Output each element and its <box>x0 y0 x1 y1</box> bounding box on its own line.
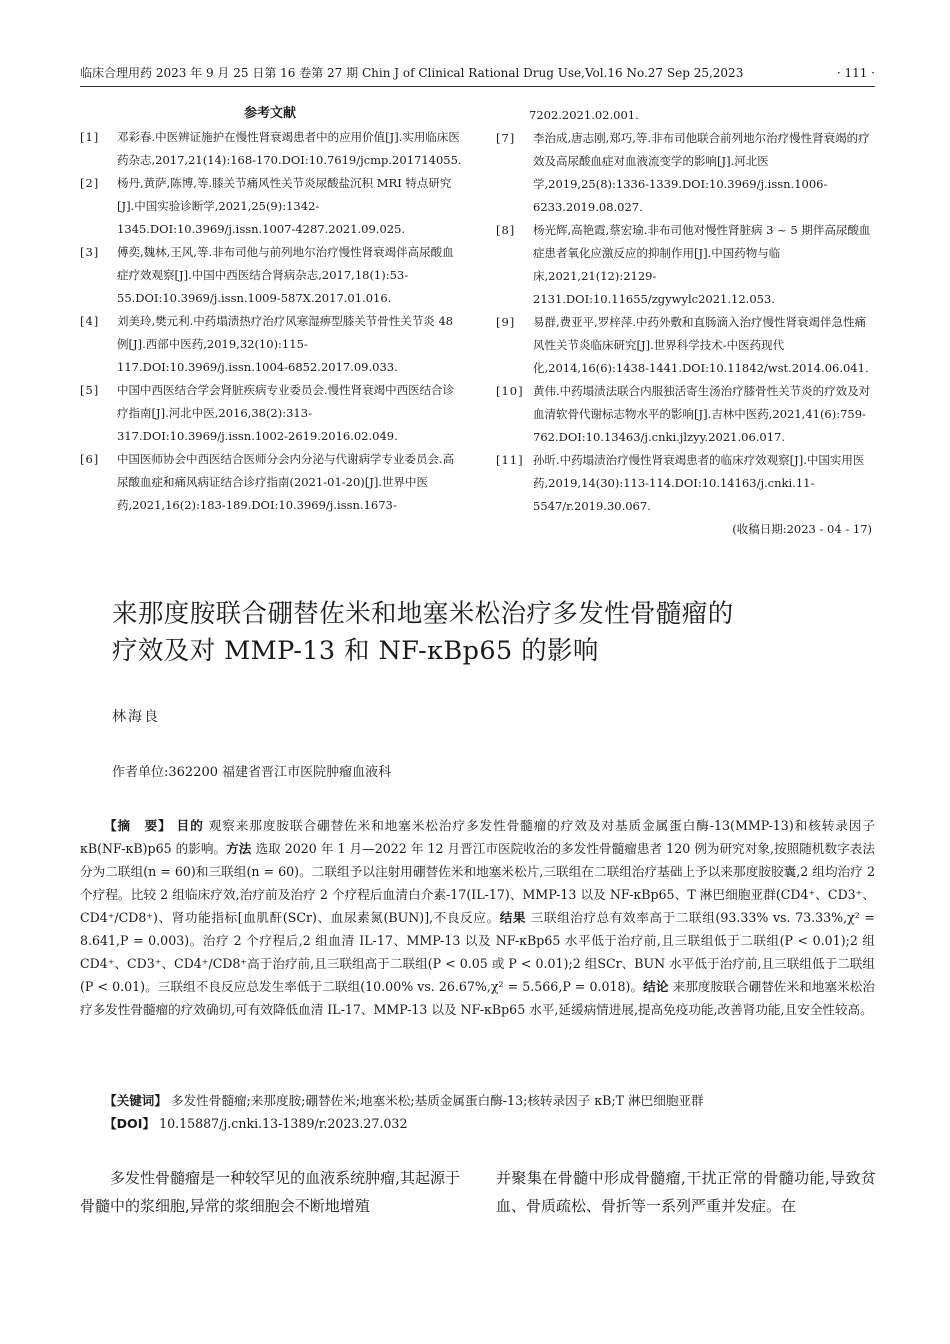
references-heading: 参考文献 <box>243 106 296 121</box>
reference-text: 傅奕,魏林,王风,等.非布司他与前列地尔治疗慢性肾衰竭伴高尿酸血症疗效观察[J].中国中西医结合肾病杂志,2017,18(1):53-55.DOI:10.3969/j.issn.1009-587X.2017.01.016. <box>117 245 454 305</box>
abstract-label: 【摘 要】 <box>104 818 172 833</box>
reference-text: 孙昕.中药塌渍治疗慢性肾衰竭患者的临床疗效观察[J].中国实用医药,2019,14(30):113-114.DOI:10.14163/j.cnki.11-5547/r.2019.30.067. <box>533 453 865 513</box>
reference-text: 杨光辉,高艳霞,蔡宏瑜.非布司他对慢性肾脏病 3 ~ 5 期伴高尿酸血症患者氧化应激反应的抑制作用[J].中国药物与临床,2021,21(12):2129-2131.DOI:10.11655/zgywylc2021.12.053. <box>533 223 871 306</box>
reference-item <box>496 311 876 380</box>
keywords-label: 【关键词】 <box>104 1093 167 1108</box>
reference-number: [8] <box>496 223 516 237</box>
reference-number: [2] <box>80 176 100 190</box>
reference-number: [1] <box>80 130 100 144</box>
reference-item <box>496 380 876 449</box>
reference-item <box>80 448 464 517</box>
reference-text: 杨丹,黄萨,陈博,等.膝关节痛风性关节炎尿酸盐沉积 MRI 特点研究[J].中国实验诊断学,2021,25(9):1342-1345.DOI:10.3969/j.issn.1007-4287.2021.09.025. <box>117 176 452 236</box>
author-name: 林海良 <box>112 709 160 725</box>
body-paragraph: 多发性骨髓瘤是一种较罕见的血液系统肿瘤,其起源于骨髓中的浆细胞,异常的浆细胞会不断地增殖 <box>80 1169 460 1215</box>
reference-text: 黄伟.中药塌渍法联合内服独活寄生汤治疗膝骨性关节炎的疗效及对血清软骨代谢标志物水平的影响[J].吉林中医药,2021,41(6):759-762.DOI:10.13463/j.cnki.jlzyy.2021.06.017. <box>533 384 871 444</box>
article-title <box>112 596 872 670</box>
keywords-text: 多发性骨髓瘤;来那度胺;硼替佐米;地塞米松;基质金属蛋白酶-13;核转录因子 κB;T 淋巴细胞亚群 <box>170 1093 704 1108</box>
reference-text: 刘美玲,樊元利.中药塌渍热疗治疗风寒湿痹型膝关节骨性关节炎 48 例[J].西部中医药,2019,32(10):115-117.DOI:10.3969/j.issn.1004-6852.2017.09.033. <box>117 314 454 374</box>
page-number: · 111 · <box>836 66 875 80</box>
purpose-label: 目的 <box>176 818 204 833</box>
running-header <box>80 63 875 83</box>
reference-text: 中国医师协会中西医结合医师分会内分泌与代谢病学专业委员会.高尿酸血症和痛风病证结合诊疗指南(2021-01-20)[J].世界中医药,2021,16(2):183-189.DOI:10.3969/j.issn.1673- <box>117 452 455 512</box>
methods-label: 方法 <box>226 841 252 856</box>
reference-text: 中国中西医结合学会肾脏疾病专业委员会.慢性肾衰竭中西医结合诊疗指南[J].河北中医,2016,38(2):313-317.DOI:10.3969/j.issn.1002-2619.2016.02.049. <box>117 383 455 443</box>
results-text: 三联组治疗总有效率高于二联组(93.33% vs. 73.33%,χ² = 8.641,P = 0.003)。治疗 2 个疗程后,2 组血清 IL-17、MMP-13 以及 NF-κBp65 水平低于治疗前,且三联组低于二联组(P < 0.01);2 组 CD4⁺、CD3⁺、CD4⁺/CD8⁺高于治疗前,且三联组高于二联组(P < 0.05 或 P < 0.01);2 组SCr、BUN 水平低于治疗前,且三联组低于二联组(P < 0.01)。三联组不良反应总发生率低于二联组(10.00% vs. 26.67%,χ² = 5.566,P = 0.018)。 <box>80 910 875 994</box>
reference-item <box>496 449 876 518</box>
reference-text: 李治成,唐志刚,郑巧,等.非布司他联合前列地尔治疗慢性肾衰竭的疗效及高尿酸血症对血液流变学的影响[J].河北医学,2019,25(8):1336-1339.DOI:10.3969/j.issn.1006-6233.2019.08.027. <box>533 131 870 214</box>
reference-text: 易群,费亚平,罗梓萍.中药外敷和直肠滴入治疗慢性肾衰竭伴急性痛风性关节炎临床研究[J].世界科学技术-中医药现代化,2014,16(6):1438-1441.DOI:10.11842/wst.2014.06.041. <box>533 315 869 375</box>
reference-number: [5] <box>80 383 100 397</box>
reference-number: [9] <box>496 315 516 329</box>
conclusion-text: 来那度胺联合硼替佐米和地塞米松治疗多发性骨髓瘤的疗效确切,可有效降低血清 IL-17、MMP-13 以及 NF-κBp65 水平,延缓病情进展,提高免疫功能,改善肾功能,且安全性较高。 <box>80 979 875 1017</box>
reference-item <box>496 127 876 219</box>
keywords <box>104 1090 704 1112</box>
doi-label: 【DOI】 <box>104 1116 156 1131</box>
author-affiliation: 作者单位:362200 福建省晋江市医院肿瘤血液科 <box>112 765 392 780</box>
header-rule <box>80 86 875 87</box>
reference-item <box>80 310 464 379</box>
reference-item <box>80 126 464 172</box>
body-text-right: 并聚集在骨髓中形成骨髓瘤,干扰正常的骨髓功能,导致贫血、骨质疏松、骨折等一系列严重并发症。在 <box>496 1169 876 1215</box>
purpose-text: 观察来那度胺联合硼替佐米和地塞米松治疗多发性骨髓瘤的疗效及对基质金属蛋白酶-13(MMP-13)和核转录因子 κB(NF-κB)p65 的影响。 <box>80 818 875 856</box>
reference-number: [10] <box>496 384 524 398</box>
reference-item <box>80 172 464 241</box>
reference-number: [7] <box>496 131 516 145</box>
title-line-1: 来那度胺联合硼替佐米和地塞米松治疗多发性骨髓瘤的 <box>112 599 734 629</box>
references-right-column <box>496 104 876 541</box>
body-text-left <box>80 1164 460 1220</box>
received-date: (收稿日期:2023 - 04 - 17) <box>732 522 872 536</box>
reference-text: 邓彩春.中医辨证施护在慢性肾衰竭患者中的应用价值[J].实用临床医药杂志,2017,21(14):168-170.DOI:10.7619/jcmp.201714055. <box>117 130 462 167</box>
title-line-2: 疗效及对 MMP-13 和 NF-κBp65 的影响 <box>112 636 599 666</box>
reference-item <box>496 219 876 311</box>
conclusion-label: 结论 <box>643 979 669 994</box>
reference-number: [3] <box>80 245 100 259</box>
reference-number: [6] <box>80 452 100 466</box>
reference-item <box>80 241 464 310</box>
reference-item <box>80 379 464 448</box>
methods-text: 选取 2020 年 1 月—2022 年 12 月晋江市医院收治的多发性骨髓瘤患者 120 例为研究对象,按照随机数字表法分为二联组(n = 60)和三联组(n = 60)。二联组予以注射用硼替佐米和地塞米松片,三联组在二联组治疗基础上予以来那度胺胶囊,2 组均治疗 2 个疗程。比较 2 组临床疗效,治疗前及治疗 2 个疗程后血清白介素-17(IL-17)、MMP-13 以及 NF-κBp65、T 淋巴细胞亚群(CD4⁺、CD3⁺、CD4⁺/CD8⁺)、肾功能指标[血肌酐(SCr)、血尿素氮(BUN)],不良反应。 <box>80 841 875 925</box>
abstract <box>80 814 875 1021</box>
journal-citation: 临床合理用药 2023 年 9 月 25 日第 16 卷第 27 期 Chin J of Clinical Rational Drug Use,Vol.16 No.27 Sep 25,2023 <box>80 66 744 80</box>
reference-number: [11] <box>496 453 524 467</box>
reference-continuation: 7202.2021.02.001. <box>529 108 639 122</box>
references-left-column <box>80 126 464 517</box>
doi-text: 10.15887/j.cnki.13-1389/r.2023.27.032 <box>159 1116 408 1131</box>
reference-number: [4] <box>80 314 100 328</box>
results-label: 结果 <box>499 910 527 925</box>
doi <box>104 1113 407 1135</box>
